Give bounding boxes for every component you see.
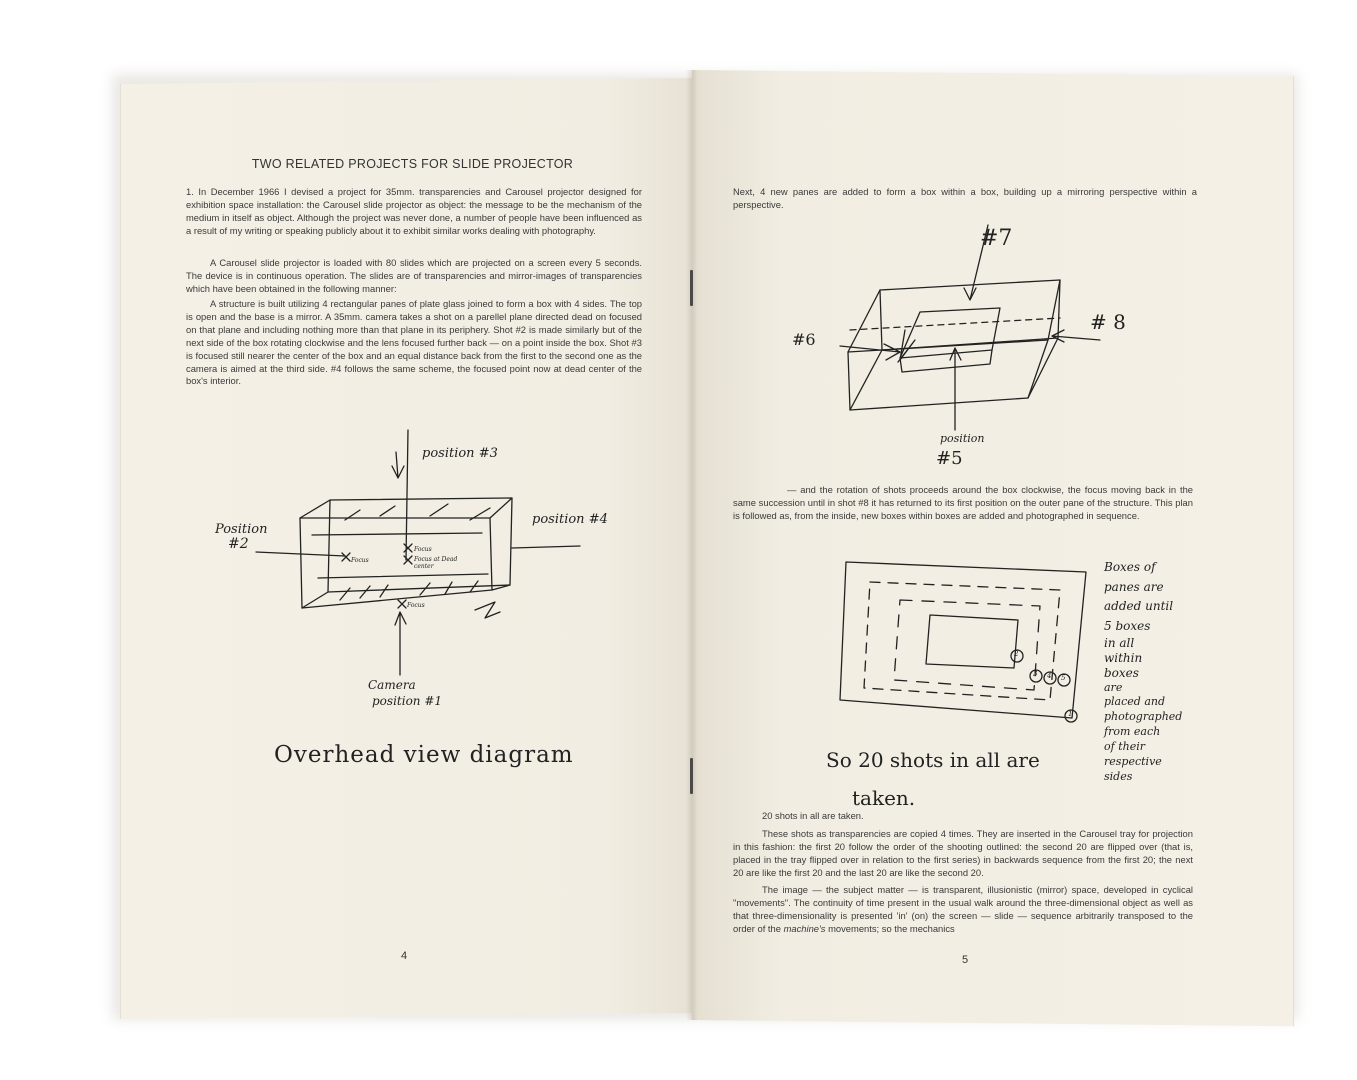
circle-label-3: 3: [1033, 670, 1038, 678]
para5-text-a: The image — the subject matter — is transparent, illusionistic (mirror) space, developed in cyclical "movements". The continuity of time present in the usual walk around the three-dimensional object as well as that three-dimensionality is presented 'in' (on) the screen — slide — sequence arbitrarily transposed to the order of the: [733, 884, 1193, 934]
right-paragraph-1: Next, 4 new panes are added to form a box within a box, building up a mirroring perspective within a perspective.: [733, 186, 1197, 210]
label-position-2b: #2: [228, 536, 249, 552]
note-line: of their: [1104, 740, 1145, 753]
note-line: in all: [1104, 636, 1135, 650]
label-focus-2: Focus: [414, 546, 432, 553]
note-line: panes are: [1104, 579, 1164, 594]
label-position-3: position #3: [422, 446, 498, 461]
label-camera-position-1: position #1: [372, 694, 443, 708]
note-line: Boxes of: [1104, 560, 1156, 574]
label-position-4: position #4: [532, 512, 608, 527]
label-6: #6: [792, 330, 816, 349]
label-7: #7: [980, 226, 1013, 251]
label-focus-1: Focus: [351, 557, 369, 564]
page-number-right: 5: [962, 954, 969, 966]
label-focus-4: Focus: [407, 602, 425, 609]
note-line: respective: [1104, 755, 1162, 768]
page-title: TWO RELATED PROJECTS FOR SLIDE PROJECTOR: [251, 157, 574, 171]
circle-label-1: 1: [1068, 710, 1073, 718]
handwritten-note: [1104, 558, 1214, 784]
right-paragraph-2: — and the rotation of shots proceeds around the box clockwise, the focus moving back in the same succession until in shot #8 it has returned to its first position on the outer pane of the structure. This plan is followed as, from the inside, new boxes within boxes are added and photographed in sequence.: [733, 484, 1193, 521]
circle-label-2: 2: [1014, 650, 1019, 658]
note-line: are: [1104, 681, 1123, 694]
right-paragraph-4: These shots as transparencies are copied 4 times. They are inserted in the Carousel tray for projection in this fashion: the first 20 follow the order of the shooting outlined: the second 20 are flipped over (that is, placed in the tray flipped over in relation to the first series) in backwards sequence from the first 20; the next 20 are like the first 20 and the last 20 are like the second 20.: [733, 828, 1193, 878]
note-line: boxes: [1104, 666, 1139, 680]
note-line: photographed: [1104, 710, 1183, 723]
diagram-caption: Overhead view diagram: [274, 742, 574, 768]
label-position-2a: Position: [215, 522, 268, 537]
note-line: added until: [1104, 599, 1174, 613]
handwritten-shots-line-1: So 20 shots in all are: [826, 748, 1040, 772]
note-line: within: [1104, 651, 1143, 665]
left-paragraph-3: A structure is built utilizing 4 rectangular panes of plate glass joined to form a box with 4 sides. The top is open and the base is a mirror. A 35mm. camera takes a shot on a parellel plane directed dead on focused on that plane and including nothing more than that plane in its periphery. Shot #2 is made similarly but of the next side of the box rotating clockwise and the lens focused further back — on a point inside the box. Shot #3 is focused still nearer the center of the box and an equal distance back from the first to the second one as the camera is aimed at the third side. #4 follows the same scheme, the focused point now at dead center of the box's interior.: [186, 298, 642, 387]
label-position-5b: #5: [936, 448, 963, 469]
circle-label-5: 5: [1061, 674, 1066, 682]
note-line: sides: [1104, 770, 1133, 783]
label-camera: Camera: [368, 678, 416, 692]
right-paragraph-5: [733, 884, 1193, 936]
para5-italic: machine's: [783, 922, 826, 934]
label-focus-3: Focus at Dead center: [414, 556, 458, 570]
label-8: # 8: [1090, 310, 1126, 334]
left-paragraph-2: A Carousel slide projector is loaded with 80 slides which are projected on a screen every 5 seconds. The device is in continuous operation. The slides are of transparencies and mirror-images of transparencies which have been obtained in the following manner:: [186, 257, 642, 294]
left-paragraph-1: 1. In December 1966 I devised a project for 35mm. transparencies and Carousel projector designed for exhibition space installation: the Carousel slide projector as object: the message to be the mechanism of the medium in itself as object. Although the project was never done, a number of people have been influenced as a result of my writing or speaking publicly about it to exhibit similar works dealing with photography.: [186, 186, 642, 236]
page-number-left: 4: [401, 950, 408, 962]
para5-text-c: movements; so the mechanics: [825, 922, 955, 934]
handwritten-shots-line-2: taken.: [852, 786, 916, 810]
note-line: from each: [1104, 725, 1161, 738]
right-paragraph-3: 20 shots in all are taken.: [762, 810, 864, 821]
note-line: 5 boxes: [1104, 618, 1151, 633]
label-position-5a: position: [940, 432, 985, 445]
note-line: placed and: [1104, 695, 1166, 708]
circle-label-4: 4: [1047, 672, 1052, 680]
